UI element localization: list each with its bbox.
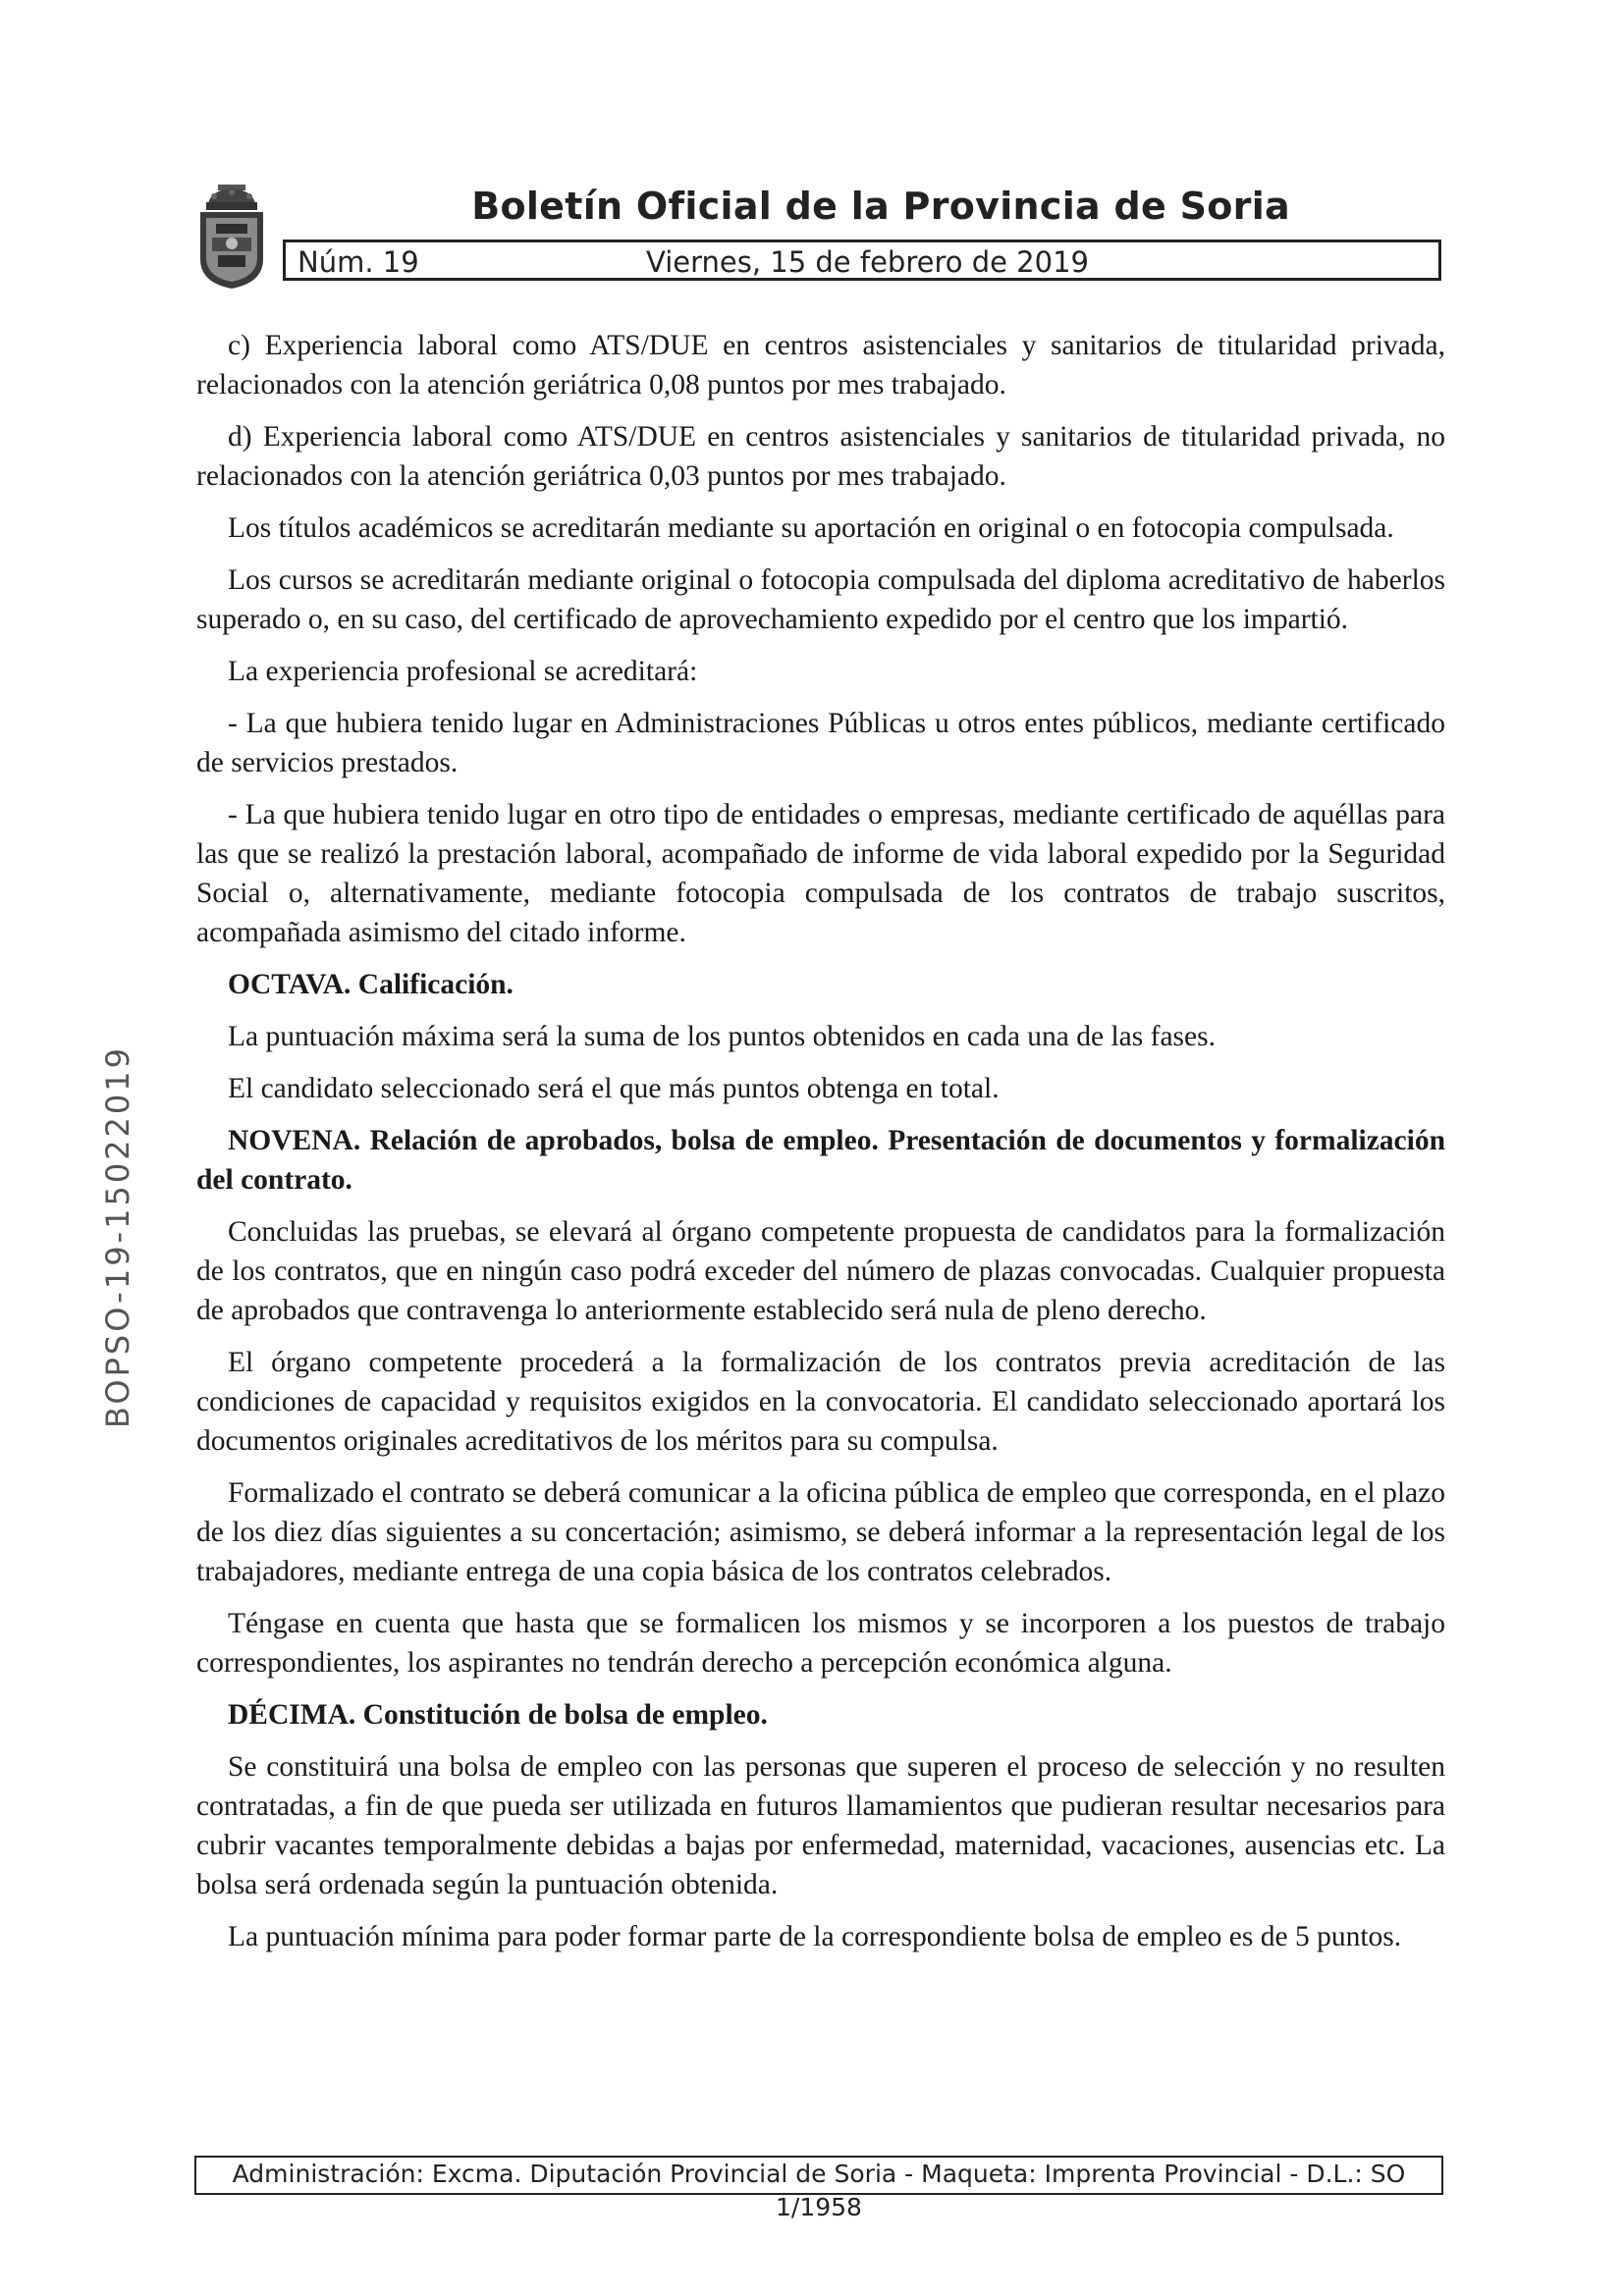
paragraph: El órgano competente procederá a la formalización de los contratos previa acreditación de las condiciones de capacidad y requisitos exigidos en la convocatoria. El candidato seleccionado aportará los documentos originales acreditativos de los méritos para su compulsa. bbox=[196, 1347, 1445, 1457]
bulletin-title: Boletín Oficial de la Provincia de Soria bbox=[471, 185, 1290, 228]
issue-number: Núm. 19 bbox=[298, 245, 419, 279]
paragraph: Formalizado el contrato se deberá comunicar a la oficina pública de empleo que corresponda, en el plazo de los diez días siguientes a su concertación; asimismo, se deberá informar a la representación legal de los trabajadores, mediante entrega de una copia básica de los contratos celebrados. bbox=[196, 1477, 1445, 1587]
document-code: BOPSO-19-15022019 bbox=[99, 1045, 136, 1428]
paragraph: - La que hubiera tenido lugar en Administraciones Públicas u otros entes públicos, mediante certificado de servicios prestados. bbox=[196, 708, 1445, 778]
issue-date: Viernes, 15 de febrero de 2019 bbox=[646, 245, 1089, 279]
section-heading: NOVENA. Relación de aprobados, bolsa de empleo. Presentación de documentos y formalización del contrato. bbox=[196, 1125, 1445, 1196]
paragraph: Se constituirá una bolsa de empleo con las personas que superen el proceso de selección y no resulten contratadas, a fin de que pueda ser utilizada en futuros llamamientos que pudieran resultar necesarios para cubrir vacantes temporalmente debidas a bajas por enfermedad, maternidad, vacaciones, ausencias etc. La bolsa será ordenada según la puntuación obtenida. bbox=[196, 1751, 1445, 1900]
footer-imprint: Administración: Excma. Diputación Provincial de Soria - Maqueta: Imprenta Provincial - D.L.: SO 1/1958 bbox=[194, 2156, 1443, 2195]
paragraph: - La que hubiera tenido lugar en otro tipo de entidades o empresas, mediante certificado de aquéllas para las que se realizó la prestación laboral, acompañado de informe de vida laboral expedido por la Seguridad Social o, alternativamente, mediante fotocopia compulsada de los contratos de trabajo suscritos, acompañada asimismo del citado informe. bbox=[196, 799, 1445, 948]
paragraph: d) Experiencia laboral como ATS/DUE en centros asistenciales y sanitarios de titularidad privada, no relacionados con la atención geriátrica 0,03 puntos por mes trabajado. bbox=[196, 421, 1445, 492]
paragraph: Concluidas las pruebas, se elevará al órgano competente propuesta de candidatos para la formalización de los contratos, que en ningún caso podrá exceder del número de plazas convocadas. Cualquier propuesta de aprobados que contravenga lo anteriormente establecido será nula de pleno derecho. bbox=[196, 1216, 1445, 1326]
section-heading: OCTAVA. Calificación. bbox=[228, 969, 514, 1000]
paragraph: La puntuación mínima para poder formar parte de la correspondiente bolsa de empleo es de 5 puntos. bbox=[228, 1921, 1402, 1952]
section-heading: DÉCIMA. Constitución de bolsa de empleo. bbox=[228, 1699, 768, 1731]
coat-of-arms-icon bbox=[194, 183, 269, 291]
paragraph: La experiencia profesional se acreditará: bbox=[228, 656, 698, 687]
issue-bar bbox=[283, 240, 1441, 281]
paragraph: El candidato seleccionado será el que más puntos obtenga en total. bbox=[228, 1073, 1000, 1104]
paragraph: Téngase en cuenta que hasta que se formalicen los mismos y se incorporen a los puestos de trabajo correspondientes, los aspirantes no tendrán derecho a percepción económica alguna. bbox=[196, 1608, 1445, 1679]
paragraph: c) Experiencia laboral como ATS/DUE en centros asistenciales y sanitarios de titularidad privada, relacionados con la atención geriátrica 0,08 puntos por mes trabajado. bbox=[196, 330, 1445, 400]
document-body bbox=[196, 326, 1445, 1969]
paragraph: La puntuación máxima será la suma de los puntos obtenidos en cada una de las fases. bbox=[228, 1021, 1216, 1052]
paragraph: Los títulos académicos se acreditarán mediante su aportación en original o en fotocopia compulsada. bbox=[228, 512, 1394, 544]
paragraph: Los cursos se acreditarán mediante original o fotocopia compulsada del diploma acreditativo de haberlos superado o, en su caso, del certificado de aprovechamiento expedido por el centro que los impartió. bbox=[196, 564, 1445, 635]
